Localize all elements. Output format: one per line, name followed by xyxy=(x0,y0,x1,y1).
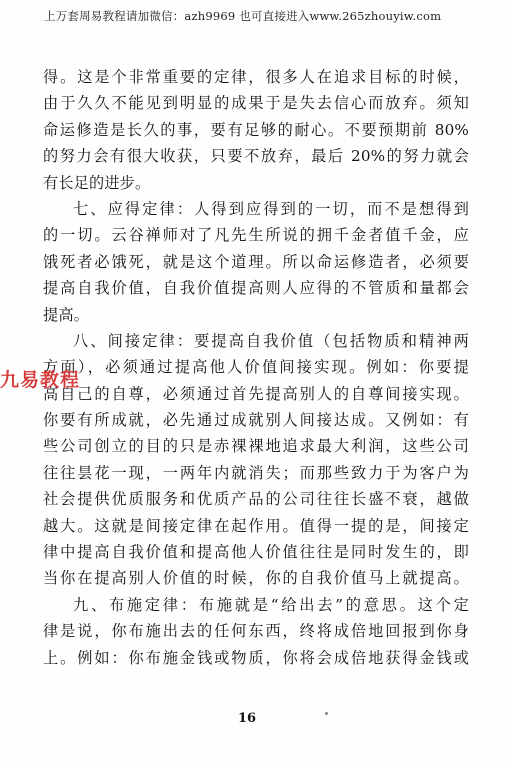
text-line: 当你在提高别人价值的时候，你的自我价值马上就提高。 xyxy=(43,569,469,588)
text-line: 方面），必须通过提高他人价值间接实现。例如：你要提 xyxy=(43,358,469,377)
text-line: 的一切。云谷禅师对了凡先生所说的拥千金者值千金，应 xyxy=(43,226,469,245)
text-line: 的努力会有很大收获，只要不放弃，最后 20%的努力就会 xyxy=(43,147,469,166)
text-line: 越大。这就是间接定律在起作用。值得一提的是，间接定 xyxy=(43,516,469,535)
page-number: 16 xyxy=(238,711,257,726)
text-line-paragraph-start: 八、间接定律：要提高自我价值（包括物质和精神两 xyxy=(73,331,469,350)
text-line: 命运修造是长久的事，要有足够的耐心。不要预期前 80% xyxy=(43,120,469,139)
text-line: 律是说，你布施出去的任何东西，终将成倍地回报到你身 xyxy=(43,622,469,641)
scan-speck xyxy=(325,712,328,715)
text-line: 有长足的进步。 xyxy=(43,173,151,192)
text-line: 高自己的自尊，必须通过首先提高别人的自尊间接实现。 xyxy=(43,384,469,403)
text-line: 律中提高自我价值和提高他人价值往往是同时发生的，即 xyxy=(43,543,469,562)
text-line-paragraph-start: 七、应得定律：人得到应得到的一切，而不是想得到 xyxy=(73,199,469,218)
body-text xyxy=(43,64,469,671)
text-line: 往往昙花一现，一两年内就消失；而那些致力于为客户为 xyxy=(43,463,469,482)
text-line: 由于久久不能见到明显的成果于是失去信心而放弃。须知 xyxy=(43,94,469,113)
text-line: 社会提供优质服务和优质产品的公司往往长盛不衰，越做 xyxy=(43,490,469,509)
text-line: 得。这是个非常重要的定律，很多人在追求目标的时候， xyxy=(43,68,469,86)
text-line-paragraph-start: 九、布施定律：布施就是“给出去”的意思。这个定 xyxy=(73,595,469,614)
text-line: 提高。 xyxy=(43,305,90,324)
text-line: 上。例如：你布施金钱或物质，你将会成倍地获得金钱或 xyxy=(43,648,469,667)
watermark-logo-text: 九易教程 xyxy=(0,369,81,391)
text-line: 饿死者必饿死，就是这个道理。所以命运修造者，必须要 xyxy=(43,252,469,271)
header-promo-text: 上万套周易教程请加微信：azh9969 也可直接进入www.265zhouyiw.com xyxy=(44,9,442,23)
text-line: 提高自我价值，自我价值提高则人应得的不管质和量都会 xyxy=(43,279,469,298)
text-line: 你要有所成就，必先通过成就别人间接达成。又例如：有 xyxy=(43,411,469,430)
text-line: 些公司创立的目的只是赤裸裸地追求最大利润，这些公司 xyxy=(43,437,469,456)
